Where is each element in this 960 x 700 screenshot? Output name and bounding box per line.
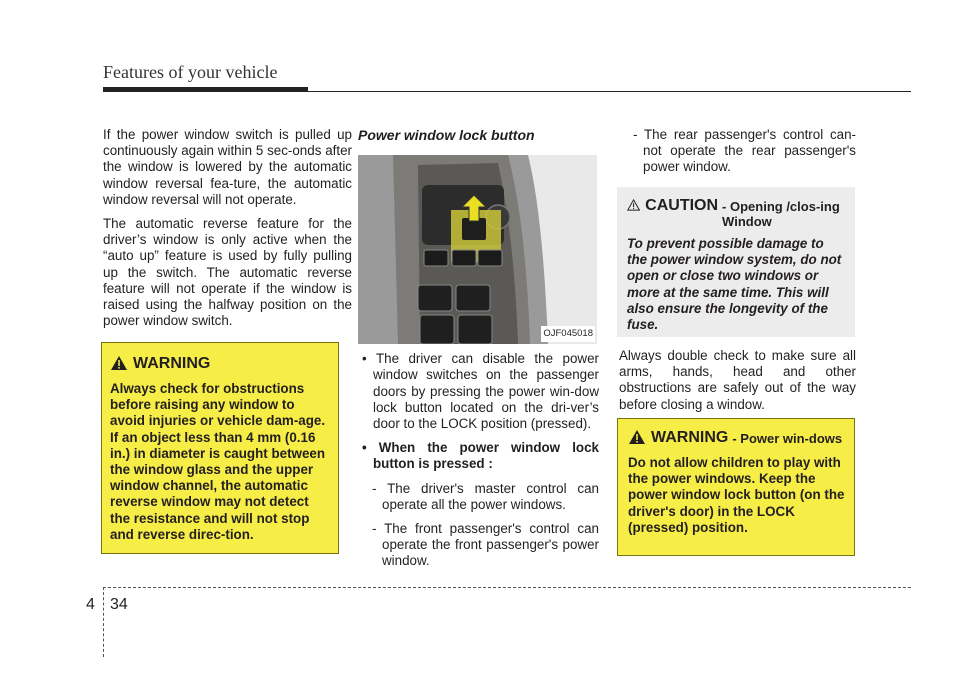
sub-driver-master: - The driver's master control can operate all the power windows. [372,480,599,512]
footer-vertical-rule [103,587,104,657]
paragraph-reversal-note: If the power window switch is pulled up continuously again within 5 sec-onds after the window is lowered by the automatic window reversal fea-ture, the automatic window reversal will not operate. [103,127,352,207]
paragraph-double-check: Always double check to make sure all arms, hands, head and other obstructions are safely out of the way before closing a window. [619,348,856,412]
door-switch-photo [358,155,597,344]
column-2 [358,127,599,578]
image-code: OJF045018 [541,326,595,342]
warning-title-text: WARNING [133,355,211,372]
warning2-body: Do not allow children to play with the power windows. Keep the power window lock button (on the driver's door) in the LOCK (pressed) position. [628,455,845,535]
warning2-subtitle: - Power win-dows [732,431,843,446]
sub-rear-passenger: - The rear passenger's control can-not operate the rear passenger's power window. [633,127,856,175]
caution-box [617,187,855,337]
caution-triangle-icon [627,197,640,213]
bullet-lock-pressed-text: When the power window lock button is pressed : [373,440,599,472]
column-3 [619,127,856,184]
warning-body: Always check for obstructions before raising any window to avoid injuries or vehicle dam-age. If an object less than 4 mm (0.16 in.) in diameter is caught between the window glass and the upper window channel, the automatic reverse window may not detect the resistance and will not stop and reverse direc-tion. [110,381,326,542]
footer-rule [103,587,911,588]
bullet-driver-disable-text: The driver can disable the power window switches on the passenger doors by pressing the power win-dow lock button located on the dri-ver’s door to the LOCK position (pressed). [373,351,599,432]
section-heading: Power window lock button [358,127,535,143]
bullet-lock-pressed: • When the power window lock button is pressed : [362,440,599,472]
warning2-title-text: WARNING [651,429,729,446]
column-3-lower [619,348,856,421]
warning-title [110,355,330,373]
bullet-driver-disable: • The driver can disable the power window switches on the passenger doors by pressing the power win-dow lock button located on the dri-ver’s door to the LOCK position (pressed). [362,351,599,432]
column-1 [103,127,352,337]
caution-title-text: CAUTION [645,197,719,214]
caution-title [627,197,847,229]
warning2-title [628,429,846,447]
chapter-number: 4 [86,596,95,613]
page-header-title: Features of your vehicle [103,62,278,82]
sub-front-passenger: - The front passenger's control can operate the front passenger's power window. [372,521,599,569]
header-rule [103,91,911,92]
page-number: 34 [110,596,128,613]
paragraph-auto-reverse: The automatic reverse feature for the driver’s window is only active when the “auto up” feature is used by fully pulling up the switch. The automatic reverse feature will not operate if the window is raised using the halfway position on the power window switch. [103,216,352,329]
caution-subtitle: - Opening /clos-ing Window [722,199,840,229]
warning-triangle-icon [628,429,646,445]
warning-triangle-icon [110,355,128,371]
warning-box-obstructions [101,342,339,554]
warning-box-power-windows [617,418,855,556]
door-switch-illustration [358,155,597,344]
caution-body: To prevent possible damage to the power window system, do not open or close two windows or more at the same time. This will also ensure the longevity of the fuse. [627,236,842,333]
